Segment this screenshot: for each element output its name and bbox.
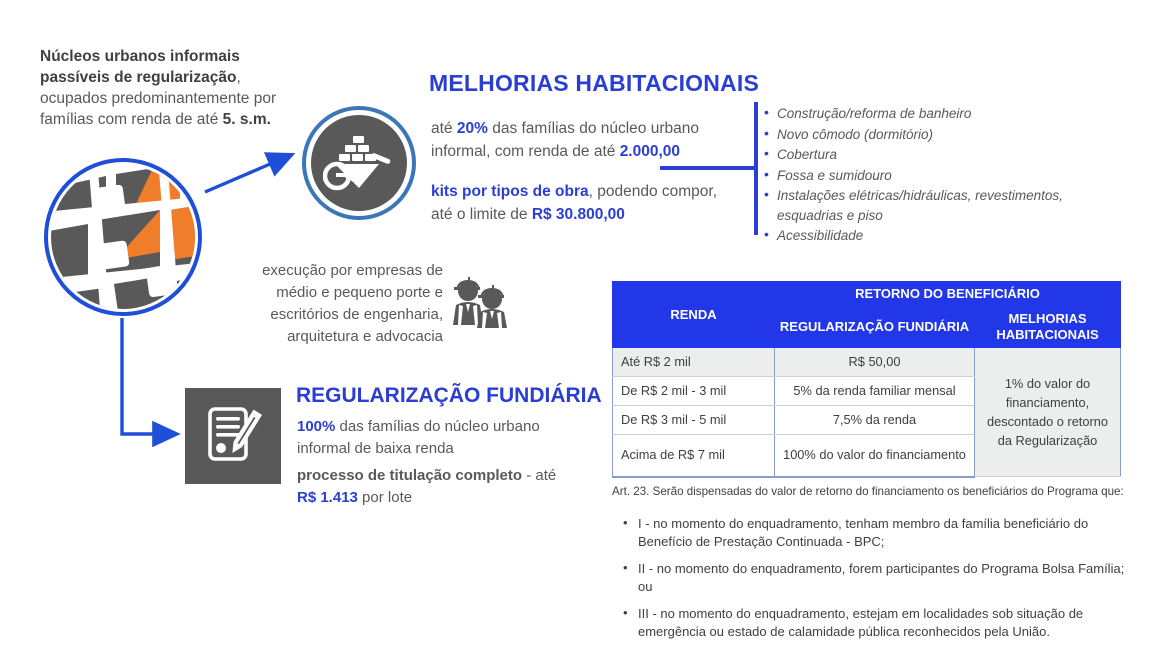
cell-melhorias-merged: 1% do valor do financiamento, descontado o retorno da Regularização — [975, 348, 1121, 477]
document-pencil-glyph — [203, 404, 263, 468]
regularizacao-percent: 100% — [297, 418, 336, 435]
cell-renda: De R$ 3 mil - 5 mil — [613, 406, 775, 435]
regularizacao-p1-rest: das famílias do núcleo urbano informal de baixa renda — [297, 418, 540, 457]
execucao-paragraph: execução por empresas de médio e pequeno porte e escritórios de engenharia, arquitetura e advocacia — [262, 262, 443, 345]
wheelbarrow-icon-disc — [311, 115, 407, 211]
intro-line4-bold: 5. s.m. — [222, 111, 271, 128]
city-map-glyph — [48, 162, 198, 312]
table-header-row-1 — [613, 282, 1121, 307]
cell-regularizacao: 100% do valor do financiamento — [775, 435, 975, 477]
cell-regularizacao: 5% da renda familiar mensal — [775, 377, 975, 406]
melhorias-income-value: 2.000,00 — [619, 143, 681, 160]
brace-stem — [660, 166, 756, 170]
cell-regularizacao: 7,5% da renda — [775, 406, 975, 435]
document-regularization-icon — [185, 388, 281, 484]
intro-line1: Núcleos urbanos informais — [40, 48, 240, 65]
table-row — [613, 348, 1121, 377]
melhorias-kits-label: kits por tipos de obra — [431, 183, 589, 200]
cell-renda: De R$ 2 mil - 3 mil — [613, 377, 775, 406]
city-map-icon — [44, 158, 202, 316]
regularizacao-p2-mid: - até — [522, 467, 557, 484]
melhorias-title: MELHORIAS HABITACIONAIS — [429, 70, 760, 96]
list-item: • III - no momento do enquadramento, estejam em localidades sob situação de emergência ou estado de calamidade pública reconhecidos pela União. — [620, 605, 1130, 641]
regularizacao-p2-tail: por lote — [357, 489, 413, 506]
list-item: • Construção/reforma de banheiro — [762, 104, 1092, 124]
list-item: • Novo cômodo (dormitório) — [762, 125, 1092, 145]
cell-regularizacao: R$ 50,00 — [775, 348, 975, 377]
melhorias-p2-mid: , podendo compor, até o limite de — [431, 183, 718, 223]
list-item: • Cobertura — [762, 145, 1092, 165]
article-items-list — [620, 515, 1130, 650]
melhorias-p1-b: das famílias do núcleo urbano informal, com renda de até — [431, 120, 699, 160]
header-regularizacao-fundiaria: REGULARIZAÇÃO FUNDIÁRIA — [775, 307, 975, 348]
regularizacao-paragraph-2 — [297, 465, 597, 509]
wheelbarrow-glyph — [323, 132, 395, 194]
list-item: • Instalações elétricas/hidráulicas, revestimentos, esquadrias e piso — [762, 186, 1092, 225]
regularizacao-lot-value: R$ 1.413 — [297, 489, 358, 506]
list-item: • Acessibilidade — [762, 226, 1092, 246]
beneficiary-return-table — [612, 281, 1121, 478]
melhorias-paragraph-2 — [431, 180, 741, 226]
melhorias-percent: 20% — [456, 120, 488, 137]
regularizacao-process-label: processo de titulação completo — [297, 467, 523, 484]
melhorias-paragraph-1 — [431, 117, 731, 163]
melhorias-limit-value: R$ 30.800,00 — [531, 206, 625, 223]
kit-types-list — [762, 104, 1092, 247]
intro-paragraph — [40, 46, 340, 130]
list-item: • Fossa e sumidouro — [762, 166, 1092, 186]
regularizacao-paragraph-1 — [297, 416, 587, 460]
regularizacao-title: REGULARIZAÇÃO FUNDIÁRIA — [296, 384, 602, 407]
list-item: • II - no momento do enquadramento, forem participantes do Programa Bolsa Família; ou — [620, 560, 1130, 596]
header-renda: RENDA — [613, 282, 775, 348]
melhorias-p1-a: até — [431, 120, 457, 137]
intro-line2-tail: , — [236, 69, 241, 86]
article-intro: Art. 23. Serão dispensadas do valor de retorno do financiamento os beneficiários do Programa que: — [612, 485, 1124, 498]
workers-icon — [450, 277, 514, 329]
intro-line3: ocupados predominantemente por — [40, 90, 277, 107]
intro-line4: famílias com renda de até — [40, 111, 223, 128]
list-item: • I - no momento do enquadramento, tenham membro da família beneficiário do Benefício de Prestação Continuada - BPC; — [620, 515, 1130, 551]
header-retorno-beneficiario: RETORNO DO BENEFICIÁRIO — [775, 282, 1121, 307]
cell-renda: Acima de R$ 7 mil — [613, 435, 775, 477]
header-melhorias-habitacionais: MELHORIAS HABITACIONAIS — [975, 307, 1121, 348]
cell-renda: Até R$ 2 mil — [613, 348, 775, 377]
wheelbarrow-icon — [302, 106, 416, 220]
intro-line2: passíveis de regularização — [40, 69, 237, 86]
